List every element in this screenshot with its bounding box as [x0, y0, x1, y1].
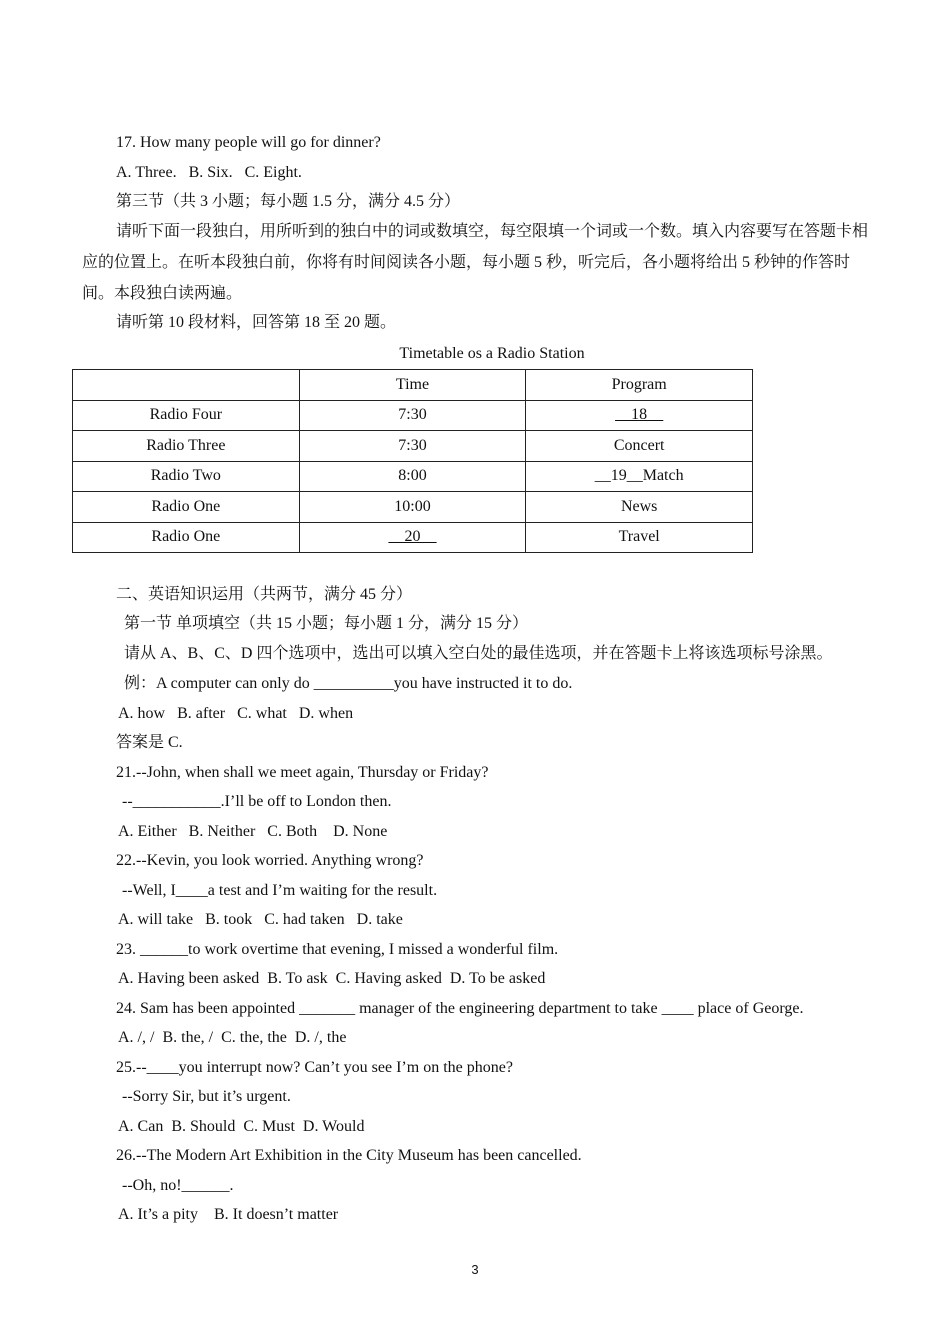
q25-stem: 25.--____you interrupt now? Can’t you see I’m on the phone? [116, 1059, 513, 1076]
q23-options: A. Having been asked B. To ask C. Having asked D. To be asked [118, 970, 546, 987]
table-cell: 8:00 [299, 461, 526, 492]
section3-header: 第三节（共 3 小题；每小题 1.5 分，满分 4.5 分） [116, 193, 461, 210]
table-header-cell: Time [299, 370, 526, 401]
q22-reply: --Well, I____a test and I’m waiting for the result. [122, 882, 438, 899]
q22-stem: 22.--Kevin, you look worried. Anything wrong? [116, 852, 424, 869]
table-row [73, 461, 753, 492]
table-cell-blank: __20__ [299, 522, 526, 553]
table-row [73, 431, 753, 462]
section3-instructions: 请听下面一段独白，用所听到的独白中的词或数填空，每空限填一个词或一个数。填入内容要写在答题卡相应的位置上。在听本段独白前，你将有时间阅读各小题，每小题 5 秒，听完后，各小题将给出 5 秒钟的作答时间。本段独白读两遍。 [82, 223, 869, 302]
part2-instructions: 请从 A、B、C、D 四个选项中，选出可以填入空白处的最佳选项，并在答题卡上将该选项标号涂黑。 [124, 645, 833, 662]
q23-stem: 23. ______to work overtime that evening, I missed a wonderful film. [116, 941, 559, 958]
table-cell-blank: __19__Match [526, 461, 753, 492]
table-row [73, 400, 753, 431]
timetable-title: Timetable os a Radio Station [399, 345, 585, 362]
table-cell: Radio One [73, 522, 300, 553]
q17-options: A. Three. B. Six. C. Eight. [116, 164, 302, 181]
page-number: 3 [471, 1262, 479, 1277]
timetable [72, 369, 753, 553]
table-cell: Concert [526, 431, 753, 462]
example-stem: 例：A computer can only do __________you have instructed it to do. [124, 675, 573, 692]
table-row [73, 492, 753, 523]
section3-material: 请听第 10 段材料，回答第 18 至 20 题。 [116, 314, 397, 331]
table-cell: Radio Two [73, 461, 300, 492]
q26-reply: --Oh, no!______. [122, 1177, 234, 1194]
table-cell: 10:00 [299, 492, 526, 523]
table-cell: News [526, 492, 753, 523]
table-header-cell [73, 370, 300, 401]
table-cell: 7:30 [299, 431, 526, 462]
q21-reply: --___________.I’ll be off to London then. [122, 793, 392, 810]
q24-stem: 24. Sam has been appointed _______ manager of the engineering department to take ____ place of George. [116, 1000, 804, 1017]
table-cell: Radio Three [73, 431, 300, 462]
q25-reply: --Sorry Sir, but it’s urgent. [122, 1088, 291, 1105]
q26-options: A. It’s a pity B. It doesn’t matter [118, 1206, 339, 1223]
example-options: A. how B. after C. what D. when [118, 705, 354, 722]
example-answer: 答案是 C. [116, 734, 183, 751]
table-cell: Radio Four [73, 400, 300, 431]
table-header-cell: Program [526, 370, 753, 401]
table-cell: Travel [526, 522, 753, 553]
table-header-row [73, 370, 753, 401]
q17-stem: 17. How many people will go for dinner? [116, 134, 381, 151]
q24-options: A. /, / B. the, / C. the, the D. /, the [118, 1029, 347, 1046]
q21-stem: 21.--John, when shall we meet again, Thursday or Friday? [116, 764, 489, 781]
table-cell: 7:30 [299, 400, 526, 431]
table-cell-blank: __18__ [526, 400, 753, 431]
part2-section1-header: 第一节 单项填空（共 15 小题；每小题 1 分，满分 15 分） [124, 615, 529, 632]
part2-header: 二、英语知识运用（共两节，满分 45 分） [116, 586, 413, 603]
table-cell: Radio One [73, 492, 300, 523]
table-row [73, 522, 753, 553]
q21-options: A. Either B. Neither C. Both D. None [118, 823, 388, 840]
q22-options: A. will take B. took C. had taken D. take [118, 911, 403, 928]
q26-stem: 26.--The Modern Art Exhibition in the City Museum has been cancelled. [116, 1147, 582, 1164]
q25-options: A. Can B. Should C. Must D. Would [118, 1118, 365, 1135]
